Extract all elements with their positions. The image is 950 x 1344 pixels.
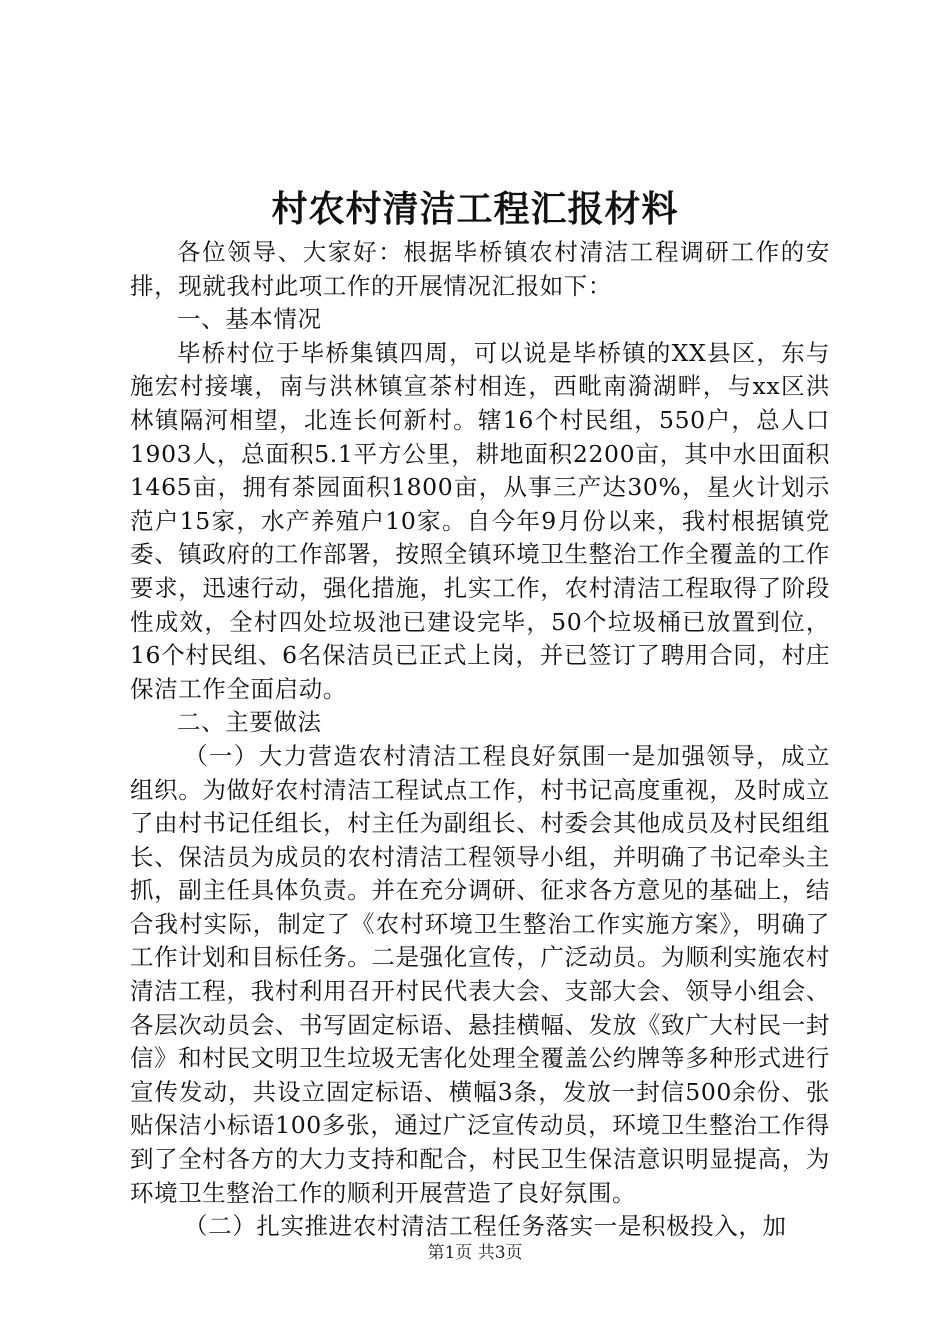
section-heading-main-methods: 二、主要做法 [177, 708, 322, 737]
document-body [130, 236, 830, 1244]
page-number-footer: 第1页 共3页 [427, 1243, 523, 1263]
document-title: 村农村清洁工程汇报材料 [271, 188, 679, 230]
section-heading-basic-info: 一、基本情况 [177, 305, 322, 334]
paragraph-method-one: （一）大力营造农村清洁工程良好氛围一是加强领导，成立组织。为做好农村清洁工程试点工作，村书记高度重视，及时成立了由村书记任组长，村主任为副组长、村委会其他成员及村民组组长、保洁员为成员的农村清洁工程领导小组，并明确了书记牵头主抓，副主任具体负责。并在充分调研、征求各方意见的基础上，结合我村实际，制定了《农村环境卫生整治工作实施方案》，明确了工作计划和目标任务。二是强化宣传，广泛动员。为顺利实施农村清洁工程，我村利用召开村民代表大会、支部大会、领导小组会、各层次动员会、书写固定标语、悬挂横幅、发放《致广大村民一封信》和村民文明卫生垃圾无害化处理全覆盖公约牌等多种形式进行宣传发动，共设立固定标语、横幅3条，发放一封信500余份、张贴保洁小标语100多张，通过广泛宣传动员，环境卫生整治工作得到了全村各方的大力支持和配合，村民卫生保洁意识明显提高，为环境卫生整治工作的顺利开展营造了良好氛围。 [130, 741, 830, 1207]
paragraph-basic-info: 毕桥村位于毕桥集镇四周，可以说是毕桥镇的XX县区，东与施宏村接壤，南与洪林镇宣茶村相连，西毗南漪湖畔，与xx区洪林镇隔河相望，北连长何新村。辖16个村民组，550户，总人口1903人，总面积5.1平方公里，耕地面积2200亩，其中水田面积1465亩，拥有茶园面积1800亩，从事三产达30%，星火计划示范户15家，水产养殖户10家。自今年9月份以来，我村根据镇党委、镇政府的工作部署，按照全镇环境卫生整治工作全覆盖的工作要求，迅速行动，强化措施，扎实工作，农村清洁工程取得了阶段性成效，全村四处垃圾池已建设完毕，50个垃圾桶已放置到位，16个村民组、6名保洁员已正式上岗，并已签订了聘用合同，村庄保洁工作全面启动。 [130, 338, 830, 703]
paragraph-method-two: （二）扎实推进农村清洁工程任务落实一是积极投入，加 [184, 1212, 787, 1241]
paragraph-greeting: 各位领导、大家好：根据毕桥镇农村清洁工程调研工作的安排，现就我村此项工作的开展情况汇报如下： [130, 238, 830, 300]
